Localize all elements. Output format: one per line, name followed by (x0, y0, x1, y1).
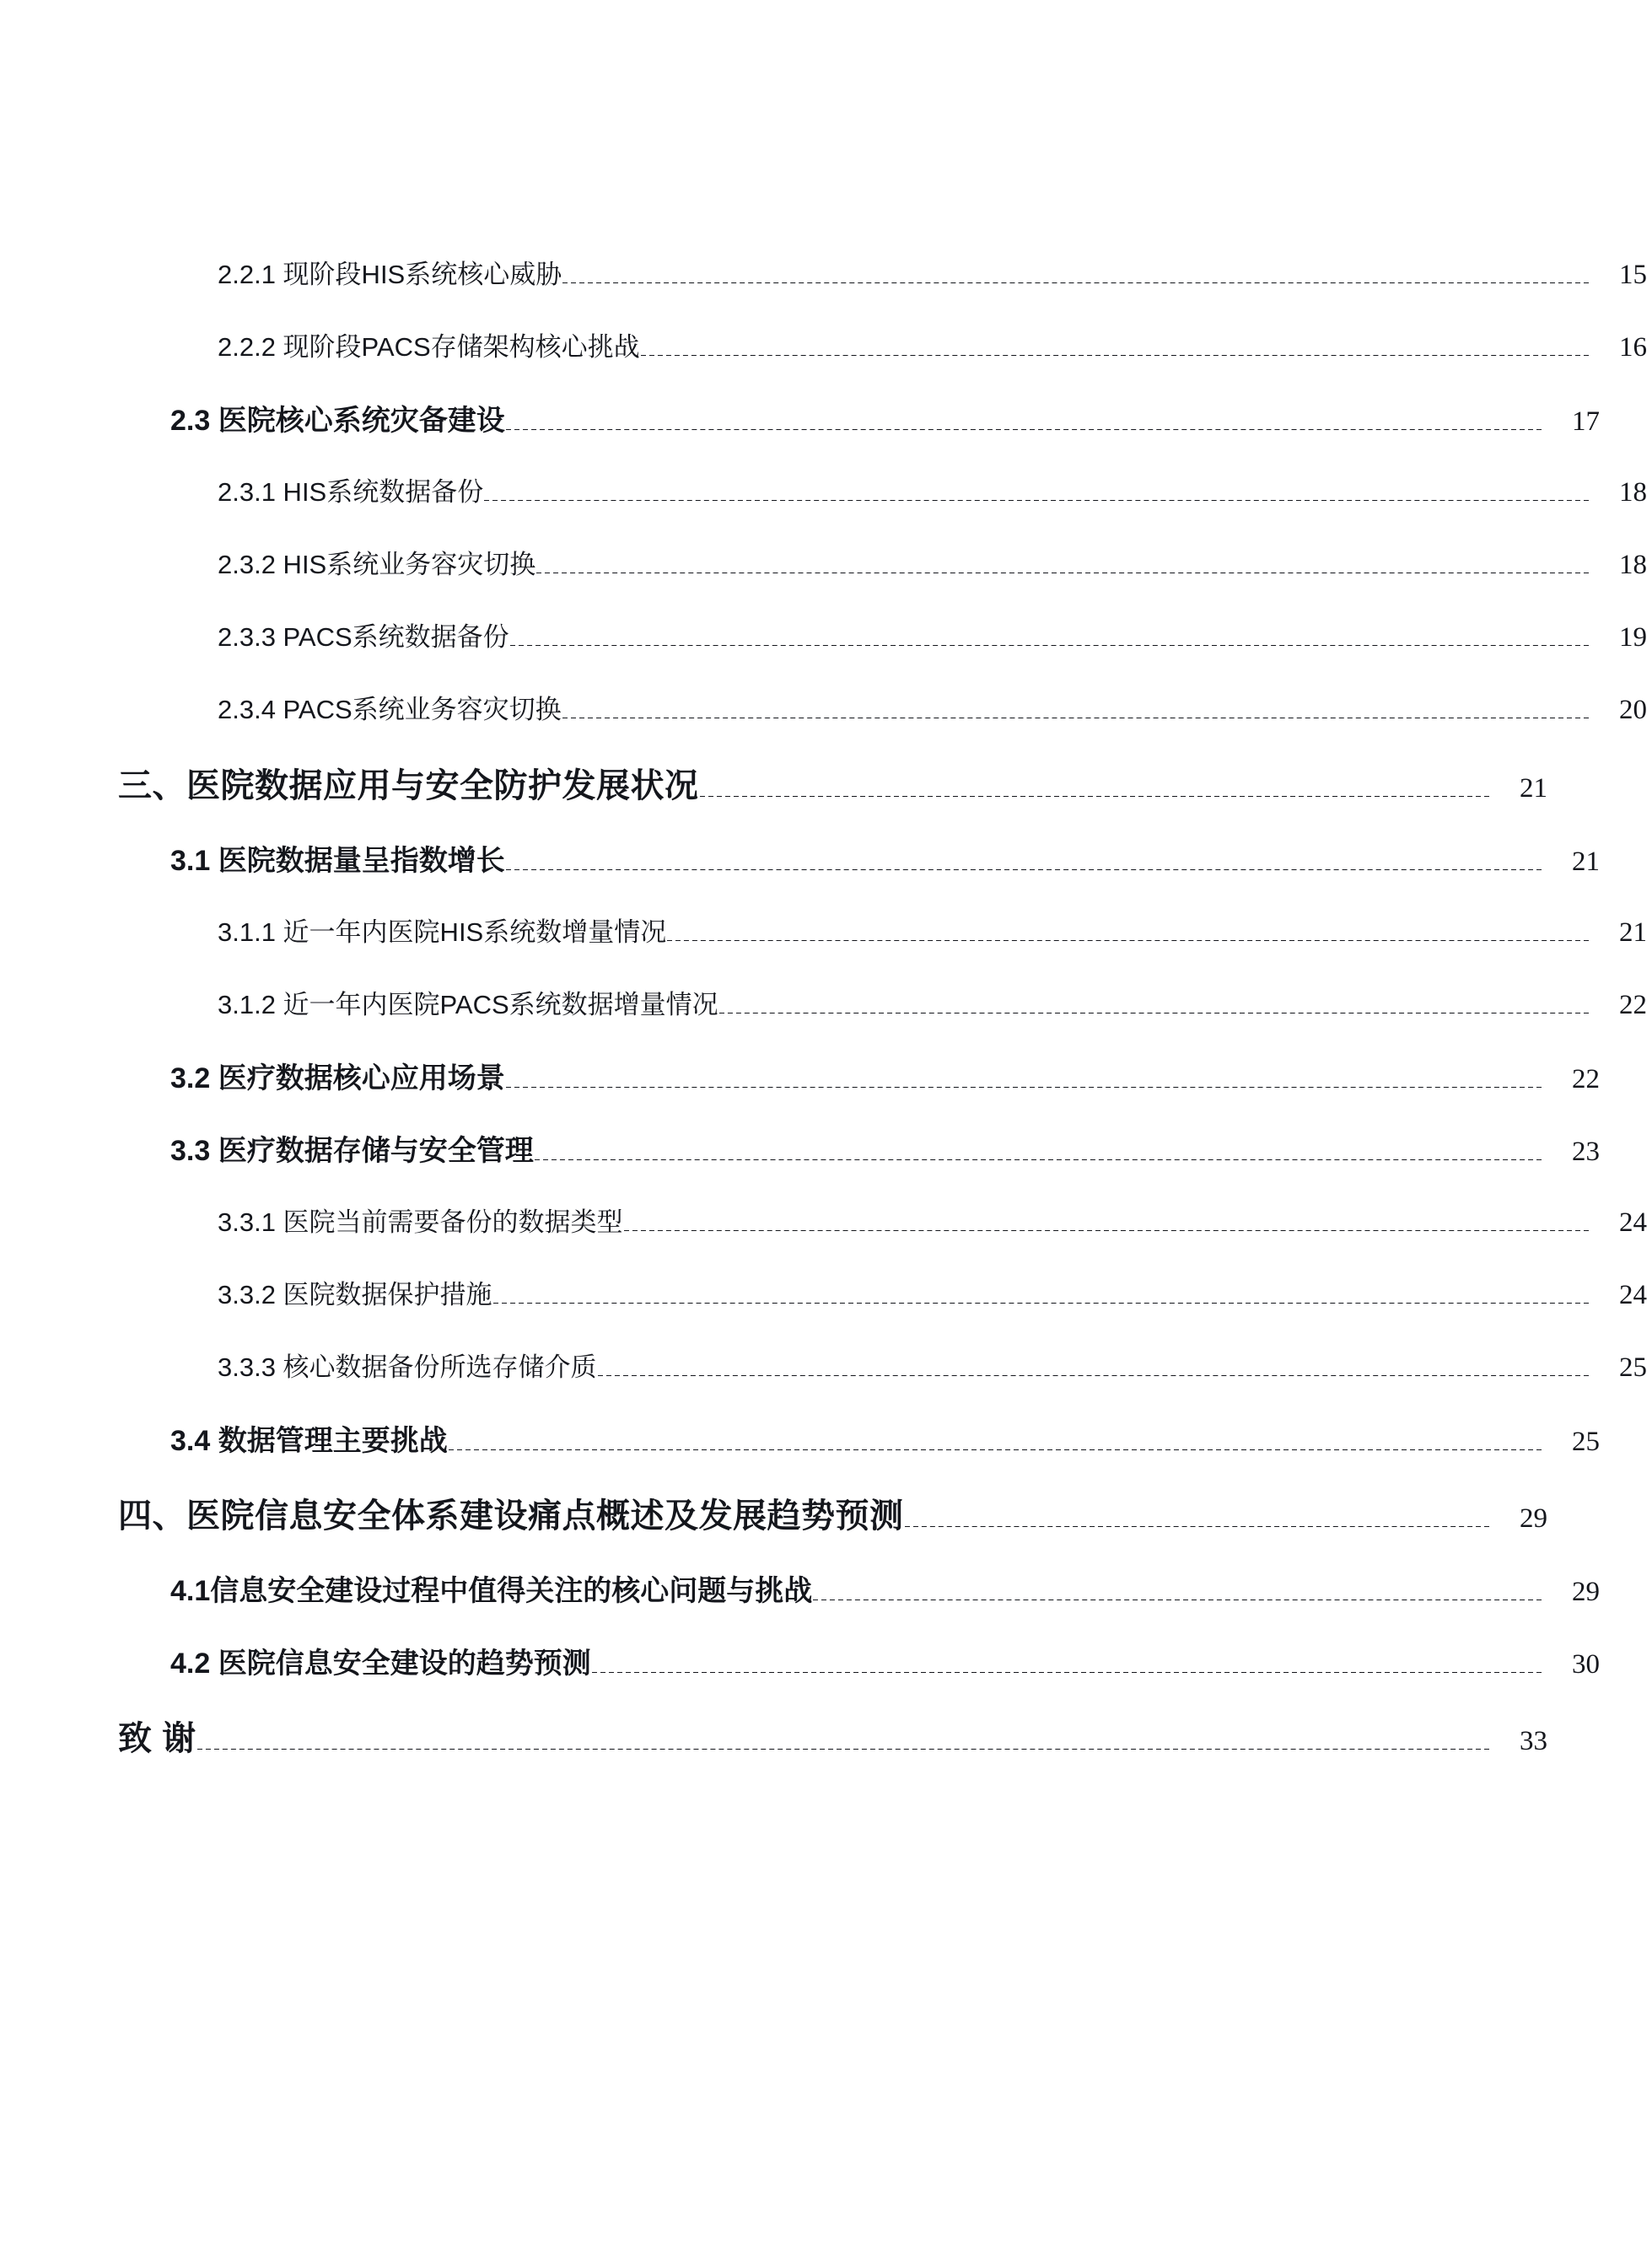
toc-entry[interactable] (218, 1209, 1647, 1282)
table-of-contents (0, 261, 1652, 1799)
toc-page-number: 21 (1572, 847, 1600, 877)
toc-leader-dots (592, 1672, 1542, 1673)
toc-page-number: 29 (1520, 1503, 1547, 1534)
toc-page-number: 15 (1619, 260, 1647, 290)
toc-entry[interactable] (170, 1427, 1600, 1499)
toc-entry-label: 三、医院数据应用与安全防护发展状况 (118, 767, 699, 804)
toc-entry[interactable] (218, 992, 1647, 1064)
toc-leader-dots (449, 1449, 1542, 1450)
toc-leader-dots (510, 645, 1589, 646)
toc-entry-label: 2.3 医院核心系统灾备建设 (170, 405, 505, 437)
toc-page-number: 21 (1520, 773, 1547, 804)
toc-entry[interactable] (170, 847, 1600, 919)
toc-leader-dots (624, 1230, 1589, 1231)
toc-entry[interactable] (170, 406, 1600, 479)
toc-entry-label: 3.3.3 核心数据备份所选存储介质 (218, 1352, 597, 1382)
toc-entry[interactable] (218, 919, 1647, 992)
toc-leader-dots (641, 355, 1589, 356)
toc-entry-label: 四、医院信息安全体系建设痛点概述及发展趋势预测 (118, 1497, 904, 1535)
toc-page-number: 16 (1619, 332, 1647, 363)
toc-entry[interactable] (170, 1577, 1600, 1649)
toc-page-number: 22 (1572, 1064, 1600, 1094)
toc-page-number: 33 (1520, 1726, 1547, 1756)
toc-entry-label: 2.3.3 PACS系统数据备份 (218, 622, 509, 652)
toc-leader-dots (562, 282, 1589, 283)
toc-entry-label: 4.1信息安全建设过程中值得关注的核心问题与挑战 (170, 1575, 813, 1607)
toc-page-number: 19 (1619, 622, 1647, 653)
toc-page-number: 23 (1572, 1137, 1600, 1167)
toc-page-number: 17 (1572, 406, 1600, 437)
toc-entry[interactable] (218, 261, 1647, 334)
toc-entry-label: 3.1.1 近一年内医院HIS系统数增量情况 (218, 917, 667, 947)
toc-entry[interactable] (170, 1064, 1600, 1137)
toc-leader-dots (493, 1303, 1589, 1304)
toc-entry-label: 3.1.2 近一年内医院PACS系统数据增量情况 (218, 990, 718, 1019)
toc-entry[interactable] (218, 696, 1647, 769)
toc-entry[interactable] (218, 334, 1647, 406)
toc-entry[interactable] (118, 1499, 1547, 1577)
toc-entry-label: 2.3.4 PACS系统业务容灾切换 (218, 695, 562, 724)
toc-entry[interactable] (118, 1722, 1547, 1799)
toc-page-number: 22 (1619, 990, 1647, 1020)
toc-entry[interactable] (218, 551, 1647, 624)
toc-entry-label: 致 谢 (118, 1720, 196, 1757)
toc-page-number: 25 (1572, 1427, 1600, 1457)
toc-leader-dots (905, 1526, 1490, 1527)
toc-entry[interactable] (170, 1137, 1600, 1209)
toc-entry-label: 3.3.1 医院当前需要备份的数据类型 (218, 1207, 623, 1237)
toc-entry[interactable] (118, 769, 1547, 847)
toc-leader-dots (598, 1375, 1589, 1376)
toc-page-number: 21 (1619, 917, 1647, 948)
toc-entry-label: 4.2 医院信息安全建设的趋势预测 (170, 1648, 591, 1680)
toc-entry-label: 3.4 数据管理主要挑战 (170, 1425, 448, 1457)
toc-entry-label: 3.3.2 医院数据保护措施 (218, 1280, 492, 1309)
toc-entry-label: 2.2.1 现阶段HIS系统核心威胁 (218, 260, 562, 289)
toc-entry-label: 2.3.2 HIS系统业务容灾切换 (218, 550, 536, 579)
toc-entry-label: 2.2.2 现阶段PACS存储架构核心挑战 (218, 332, 640, 362)
toc-entry-label: 3.2 医疗数据核心应用场景 (170, 1062, 505, 1094)
toc-page-number: 24 (1619, 1280, 1647, 1310)
toc-leader-dots (667, 940, 1589, 941)
toc-entry-label: 3.3 医疗数据存储与安全管理 (170, 1135, 534, 1167)
toc-entry[interactable] (218, 624, 1647, 696)
toc-leader-dots (506, 1087, 1542, 1088)
toc-page-number: 25 (1619, 1352, 1647, 1383)
toc-entry-label: 2.3.1 HIS系统数据备份 (218, 477, 484, 507)
toc-page-number: 24 (1619, 1207, 1647, 1238)
toc-entry[interactable] (218, 1354, 1647, 1427)
toc-entry[interactable] (218, 1282, 1647, 1354)
toc-entry[interactable] (170, 1649, 1600, 1722)
toc-leader-dots (506, 429, 1542, 430)
toc-leader-dots (506, 869, 1542, 870)
toc-leader-dots (484, 500, 1589, 501)
toc-leader-dots (535, 1159, 1542, 1160)
toc-page-number: 30 (1572, 1649, 1600, 1680)
toc-entry-label: 3.1 医院数据量呈指数增长 (170, 845, 505, 877)
toc-page-number: 18 (1619, 477, 1647, 508)
toc-entry[interactable] (218, 479, 1647, 551)
toc-leader-dots (197, 1749, 1489, 1750)
toc-page-number: 29 (1572, 1577, 1600, 1607)
toc-page-number: 20 (1619, 695, 1647, 725)
toc-page-number: 18 (1619, 550, 1647, 580)
toc-leader-dots (700, 796, 1490, 797)
